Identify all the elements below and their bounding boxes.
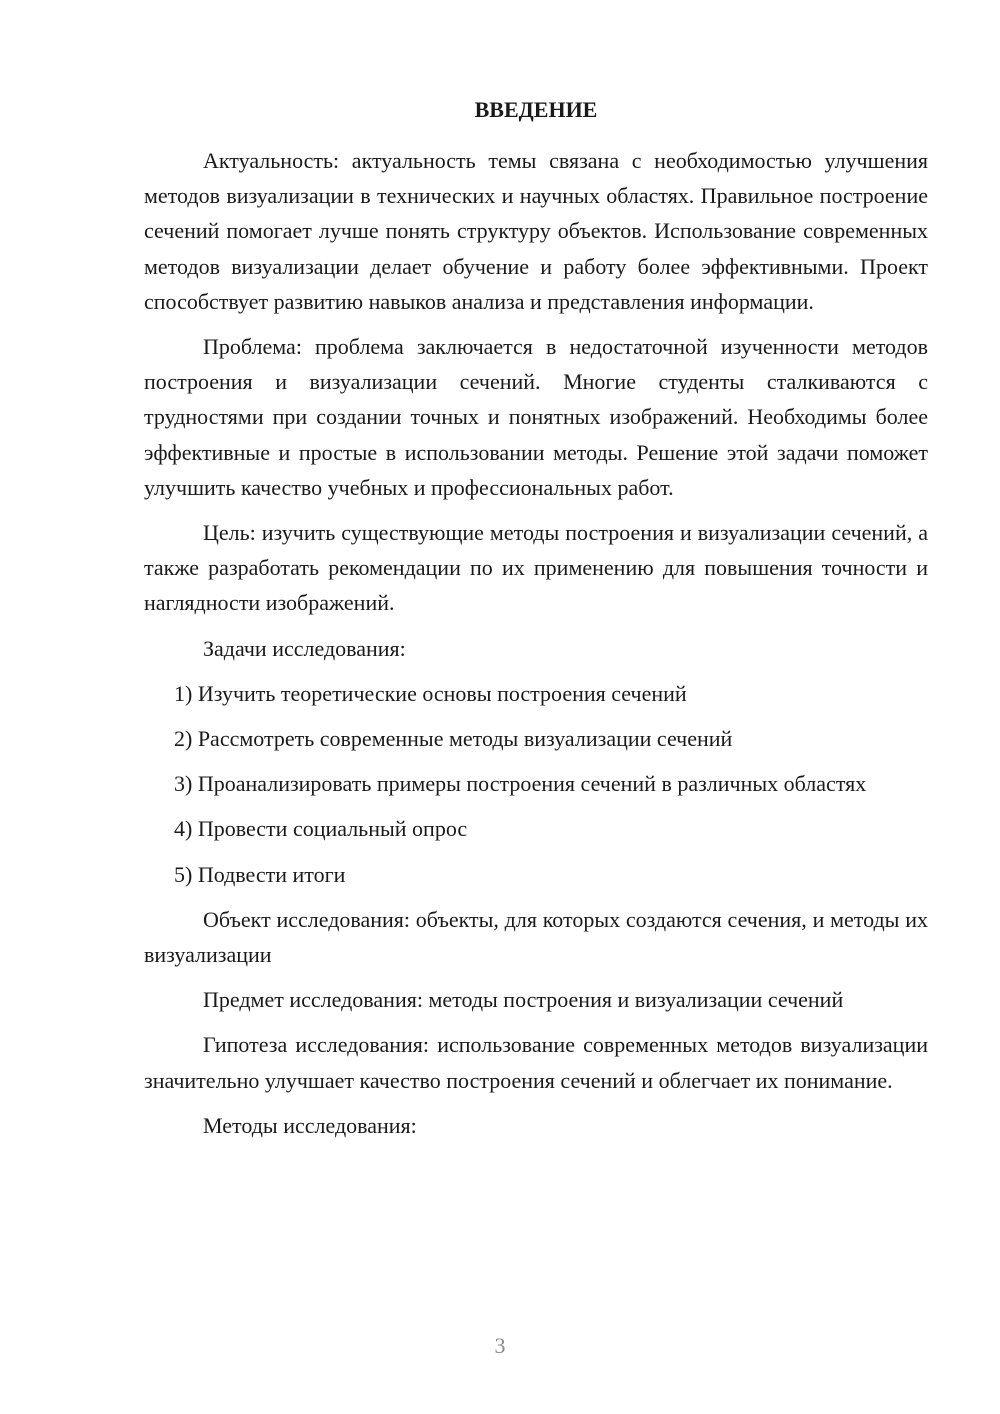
list-item: 4) Провести социальный опрос (174, 816, 468, 842)
list-item: 1) Изучить теоретические основы построения сечений (174, 680, 687, 706)
relevance-paragraph: Актуальность: актуальность темы связана с необходимостью улучшения методов визуализации в технических и научных областях. Правильное построение сечений помогает лучше понять структуру объектов. Использование современных методов визуализации делает обучение и работу более эффективными. Проект способствует развитию навыков анализа и представления информации. (144, 148, 928, 314)
tasks-list (144, 676, 928, 892)
goal-paragraph: Цель: изучить существующие методы построения и визуализации сечений, а также разработать рекомендации по их применению для повышения точности и наглядности изображений. (144, 520, 928, 616)
object-paragraph: Объект исследования: объекты, для которых создаются сечения, и методы их визуализации (144, 906, 928, 968)
list-item: 5) Подвести итоги (174, 861, 346, 887)
subject-paragraph: Предмет исследования: методы построения и визуализации сечений (203, 987, 844, 1013)
hypothesis-paragraph: Гипотеза исследования: использование современных методов визуализации значительно улучшает качество построения сечений и облегчает их понимание. (144, 1032, 928, 1093)
list-item: 3) Проанализировать примеры построения сечений в различных областях (174, 771, 867, 797)
tasks-title: Задачи исследования: (203, 635, 406, 661)
page-title: ВВЕДЕНИЕ (474, 97, 598, 122)
list-item: 2) Рассмотреть современные методы визуализации сечений (174, 726, 733, 752)
document-page (144, 92, 928, 1153)
page-number: 3 (494, 1333, 506, 1358)
problem-paragraph: Проблема: проблема заключается в недостаточной изученности методов построения и визуализации сечений. Многие студенты сталкиваются с трудностями при создании точных и понятных изображений. Необходимы более эффективные и простые в использовании методы. Решение этой задачи поможет улучшить качество учебных и профессиональных работ. (144, 334, 928, 500)
methods-title: Методы исследования: (203, 1112, 417, 1138)
